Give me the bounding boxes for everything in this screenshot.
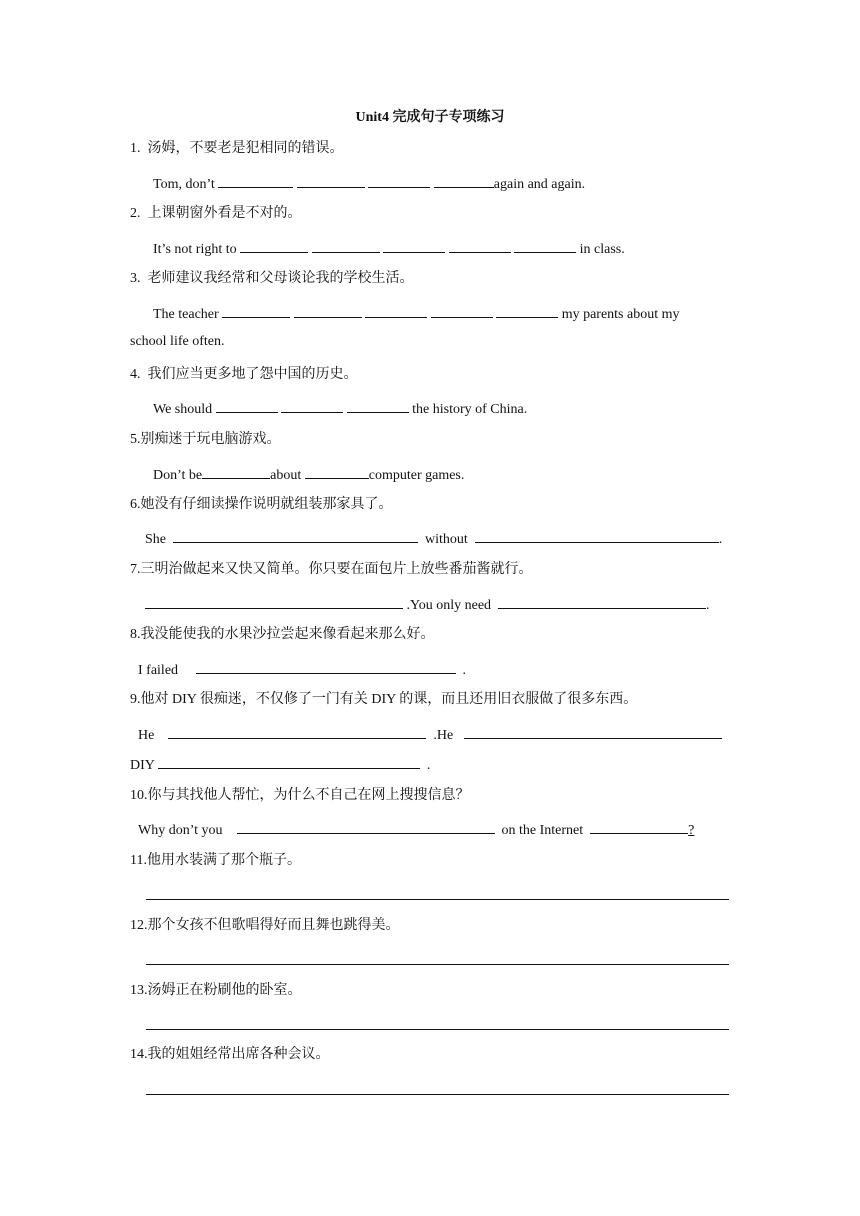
q9-text-b: .He: [433, 728, 454, 743]
blank[interactable]: [434, 173, 494, 188]
question-9-continuation: [130, 754, 430, 775]
question-3-sentence: [153, 303, 680, 324]
question-5-prompt: 5.别痴迷于玩电脑游戏。: [130, 432, 281, 447]
answer-line[interactable]: [146, 964, 729, 965]
blank[interactable]: [222, 303, 290, 318]
question-3-prompt: 3. 老师建议我经常和父母谈论我的学校生活。: [130, 271, 414, 286]
blank[interactable]: [431, 303, 493, 318]
blank[interactable]: [305, 464, 369, 479]
q10-text-b: on the Internet: [501, 823, 584, 838]
q1-text-b: again and again.: [493, 177, 586, 192]
blank[interactable]: [464, 724, 722, 739]
q9-text-d: .: [426, 758, 431, 773]
question-4-sentence: [153, 398, 527, 419]
question-5-sentence: [153, 464, 464, 485]
blank[interactable]: [514, 238, 576, 253]
q9-text-a: He: [138, 728, 155, 743]
question-13-prompt: 13.汤姆正在粉刷他的卧室。: [130, 983, 302, 998]
blank[interactable]: [240, 238, 308, 253]
q10-text-c: ?: [688, 823, 695, 838]
answer-line[interactable]: [146, 1029, 729, 1030]
blank[interactable]: [218, 173, 293, 188]
blank[interactable]: [196, 659, 456, 674]
blank[interactable]: [498, 594, 706, 609]
q2-text-a: It’s not right to: [153, 242, 241, 257]
q9-text-c: DIY: [130, 758, 155, 773]
question-2-sentence: [153, 238, 625, 259]
answer-line[interactable]: [146, 1094, 729, 1095]
q6-text-c: .: [718, 532, 723, 547]
blank[interactable]: [145, 594, 403, 609]
q1-text-a: Tom, don’t: [153, 177, 219, 192]
q4-text-b: the history of China.: [408, 402, 528, 417]
blank[interactable]: [158, 754, 420, 769]
question-10-prompt: 10.你与其找他人帮忙，为什么不自己在网上搜搜信息？: [130, 788, 470, 803]
question-1-sentence: [153, 173, 585, 194]
q4-text-a: We should: [153, 402, 216, 417]
blank[interactable]: [202, 464, 270, 479]
question-8-sentence: [138, 659, 466, 680]
q5-text-b: about: [270, 468, 305, 483]
blank[interactable]: [383, 238, 445, 253]
question-2-prompt: 2. 上课朝窗外看是不对的。: [130, 206, 302, 221]
blank[interactable]: [590, 819, 688, 834]
blank[interactable]: [496, 303, 558, 318]
blank[interactable]: [237, 819, 495, 834]
blank[interactable]: [449, 238, 511, 253]
question-6-sentence: [145, 528, 722, 549]
question-14-prompt: 14.我的姐姐经常出席各种会议。: [130, 1047, 330, 1062]
question-12-prompt: 12.那个女孩不但歌唱得好而且舞也跳得美。: [130, 918, 400, 933]
blank[interactable]: [365, 303, 427, 318]
q8-text-a: I failed: [138, 663, 179, 678]
answer-line[interactable]: [146, 899, 729, 900]
q7-text-b: .: [706, 598, 710, 613]
q10-text-a: Why don’t you: [138, 823, 223, 838]
question-9-prompt: 9.他对 DIY 很痴迷，不仅修了一门有关 DIY 的课，而且还用旧衣服做了很多东西。: [130, 692, 638, 707]
q5-text-c: computer games.: [368, 468, 465, 483]
q6-text-b: without: [425, 532, 468, 547]
question-7-sentence: [145, 594, 710, 615]
blank[interactable]: [173, 528, 418, 543]
blank[interactable]: [168, 724, 426, 739]
q8-text-b: .: [462, 663, 467, 678]
question-8-prompt: 8.我没能使我的水果沙拉尝起来像看起来那么好。: [130, 627, 435, 642]
blank[interactable]: [297, 173, 365, 188]
blank[interactable]: [368, 173, 430, 188]
blank[interactable]: [216, 398, 278, 413]
question-3-continuation: school life often.: [130, 334, 225, 349]
question-6-prompt: 6.她没有仔细读操作说明就组装那家具了。: [130, 497, 393, 512]
question-11-prompt: 11.他用水装满了那个瓶子。: [130, 853, 301, 868]
q7-text-a: .You only need: [406, 598, 492, 613]
question-1-prompt: 1. 汤姆，不要老是犯相同的错误。: [130, 141, 344, 156]
question-10-sentence: [138, 819, 694, 840]
q3-text-b: my parents about my: [558, 307, 680, 322]
q3-text-a: The teacher: [153, 307, 223, 322]
blank[interactable]: [312, 238, 380, 253]
question-7-prompt: 7.三明治做起来又快又简单。你只要在面包片上放些番茄酱就行。: [130, 562, 533, 577]
q2-text-b: in class.: [576, 242, 625, 257]
q5-text-a: Don’t be: [153, 468, 203, 483]
blank[interactable]: [281, 398, 343, 413]
question-9-sentence: [138, 724, 722, 745]
page-title: Unit4 完成句子专项练习: [355, 110, 505, 125]
q6-text-a: She: [145, 532, 166, 547]
blank[interactable]: [294, 303, 362, 318]
question-4-prompt: 4. 我们应当更多地了怨中国的历史。: [130, 367, 358, 382]
blank[interactable]: [347, 398, 409, 413]
blank[interactable]: [475, 528, 719, 543]
